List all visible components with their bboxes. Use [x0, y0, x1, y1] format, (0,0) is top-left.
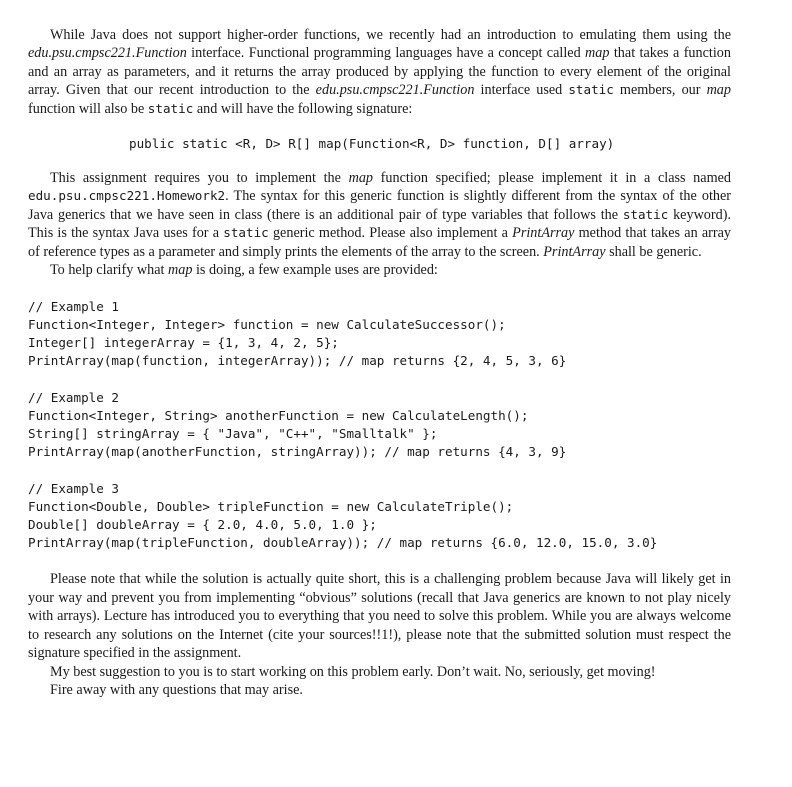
code-line: Integer[] integerArray = {1, 3, 4, 2, 5}; [28, 335, 339, 351]
text-run: While Java does not support higher-order functions, we recently had an introduction to emulating them using the [50, 27, 731, 43]
warning-paragraph: Please note that while the solution is actually quite short, this is a challenging problem because Java will likely get in your way and prevent you from implementing “obvious” solutions (recall that Java generics are known to not play nicely with arrays). Lecture has introduced you to everything that you need to solve this problem. While you are always welcome to research any solutions on the Internet (cite your sources!!1!), please note that the submitted solution must respect the signature specified in the assignment. [28, 571, 731, 662]
text-run: that takes a function and an array as parameters, and it returns the array produced by applying the function to every element of the original array. Given that our recent introduction to the [28, 45, 731, 99]
code-line: Function<Double, Double> tripleFunction = new CalculateTriple(); [28, 499, 514, 515]
text-run: shall be generic. [605, 243, 702, 260]
code-example-2 [28, 389, 731, 461]
text-run: This assignment requires you to implement the [50, 170, 349, 187]
code-line: PrintArray(map(anotherFunction, stringArray)); // map returns {4, 3, 9} [28, 444, 567, 460]
static-keyword: static [147, 100, 194, 116]
map-term: map [167, 262, 193, 279]
map-term: map [348, 170, 374, 187]
static-keyword: static [223, 225, 269, 241]
static-keyword: static [568, 82, 614, 98]
map-term: map [706, 82, 731, 99]
static-keyword: static [622, 206, 669, 222]
map-signature: public static <R, D> R[] map(Function<R, D> function, D[] array) [129, 136, 615, 152]
homework-class-name: edu.psu.cmpsc221.Homework2 [28, 188, 226, 204]
suggestion-paragraph: My best suggestion to you is to start working on this problem early. Don’t wait. No, seriously, get moving! [50, 663, 656, 680]
text-run: . The syntax for this generic function is slightly different from the syntax of the other Java generics that we have seen in class (there is an additional pair of type variables that follows the [28, 188, 731, 223]
text-run: To help clarify what [50, 262, 168, 279]
code-line: // Example 3 [28, 481, 119, 497]
closing-paragraph: Fire away with any questions that may arise. [50, 681, 303, 698]
function-interface-name: edu.psu.cmpsc221.Function [315, 82, 475, 99]
assignment-paragraph [28, 169, 731, 261]
print-array-term: PrintArray [543, 243, 606, 260]
text-run: keyword). This is the syntax Java uses for a [28, 206, 731, 242]
print-array-term: PrintArray [512, 225, 575, 242]
map-term: map [585, 45, 610, 62]
text-run: method that takes an array of reference types as a parameter and simply prints the elements of the array to the screen. [28, 225, 732, 260]
code-example-3 [28, 480, 731, 552]
text-run: function specified; please implement it in a class named [373, 170, 731, 187]
code-line: String[] stringArray = { "Java", "C++", "Smalltalk" }; [28, 426, 438, 442]
function-interface-name: edu.psu.cmpsc221.Function [28, 45, 187, 62]
text-run: generic method. Please also implement a [268, 225, 513, 242]
text-run: function will also be [28, 100, 148, 117]
text-run: and will have the following signature: [193, 100, 413, 117]
code-line: Function<Integer, String> anotherFunction = new CalculateLength(); [28, 408, 529, 424]
examples-intro-paragraph [28, 261, 731, 279]
intro-paragraph [28, 26, 731, 118]
code-line: PrintArray(map(tripleFunction, doubleArray)); // map returns {6.0, 12.0, 15.0, 3.0} [28, 535, 658, 551]
code-line: PrintArray(map(function, integerArray)); // map returns {2, 4, 5, 3, 6} [28, 353, 567, 369]
code-line: Double[] doubleArray = { 2.0, 4.0, 5.0, 1.0 }; [28, 517, 377, 533]
text-run: interface used [474, 82, 569, 99]
text-run: interface. Functional programming languages have a concept called [186, 45, 586, 62]
code-line: // Example 1 [28, 299, 119, 315]
text-run: is doing, a few example uses are provided: [192, 262, 438, 279]
document-page [28, 26, 731, 699]
code-example-1 [28, 298, 731, 370]
code-line: Function<Integer, Integer> function = new CalculateSuccessor(); [28, 317, 506, 333]
code-line: // Example 2 [28, 390, 119, 406]
text-run: members, our [613, 82, 707, 99]
